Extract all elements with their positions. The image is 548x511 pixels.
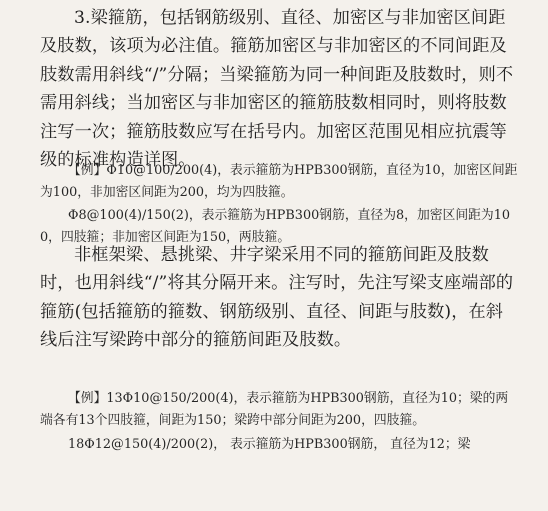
bottom-fade (0, 493, 548, 511)
example-2: Φ8@100(4)/150(2)，表示箍筋为HPB300钢筋，直径为8，加密区间距为100，四肢箍；非加密区间距为150，两肢箍。 (40, 208, 511, 245)
example-3: 【例】13Φ10@150/200(4)，表示箍筋为HPB300钢筋，直径为10；梁的两端各有13个四肢箍，间距为150；梁跨中部分间距为200，四肢箍。 (40, 391, 509, 428)
stirrup-rule-paragraph: 3.梁箍筋，包括钢筋级别、直径、加密区与非加密区间距及肢数，该项为必注值。箍筋加密区与非加密区的不同间距及肢数需用斜线“/”分隔；当梁箍筋为同一种间距及肢数时，则不需用斜线；当加密区与非加密区的箍筋肢数相同时，则将肢数注写一次；箍筋肢数应写在括号内。加密区范围见相应抗震等级的标准构造详图。 (40, 8, 514, 171)
example-4: 18Φ12@150(4)/200(2)， 表示箍筋为HPB300钢筋， 直径为12；梁 (68, 437, 471, 452)
example-1: 【例】Φ10@100/200(4)，表示箍筋为HPB300钢筋，直径为10，加密区间距为100，非加密区间距为200，均为四肢箍。 (40, 163, 518, 200)
non-frame-beam-paragraph: 非框架梁、悬挑梁、井字梁采用不同的箍筋间距及肢数时，也用斜线“/”将其分隔开来。注写时，先注写梁支座端部的箍筋(包括箍筋的箍数、钢筋级别、直径、间距与肢数)，在斜线后注写梁跨中部分的箍筋间距及肢数。 (40, 245, 514, 351)
